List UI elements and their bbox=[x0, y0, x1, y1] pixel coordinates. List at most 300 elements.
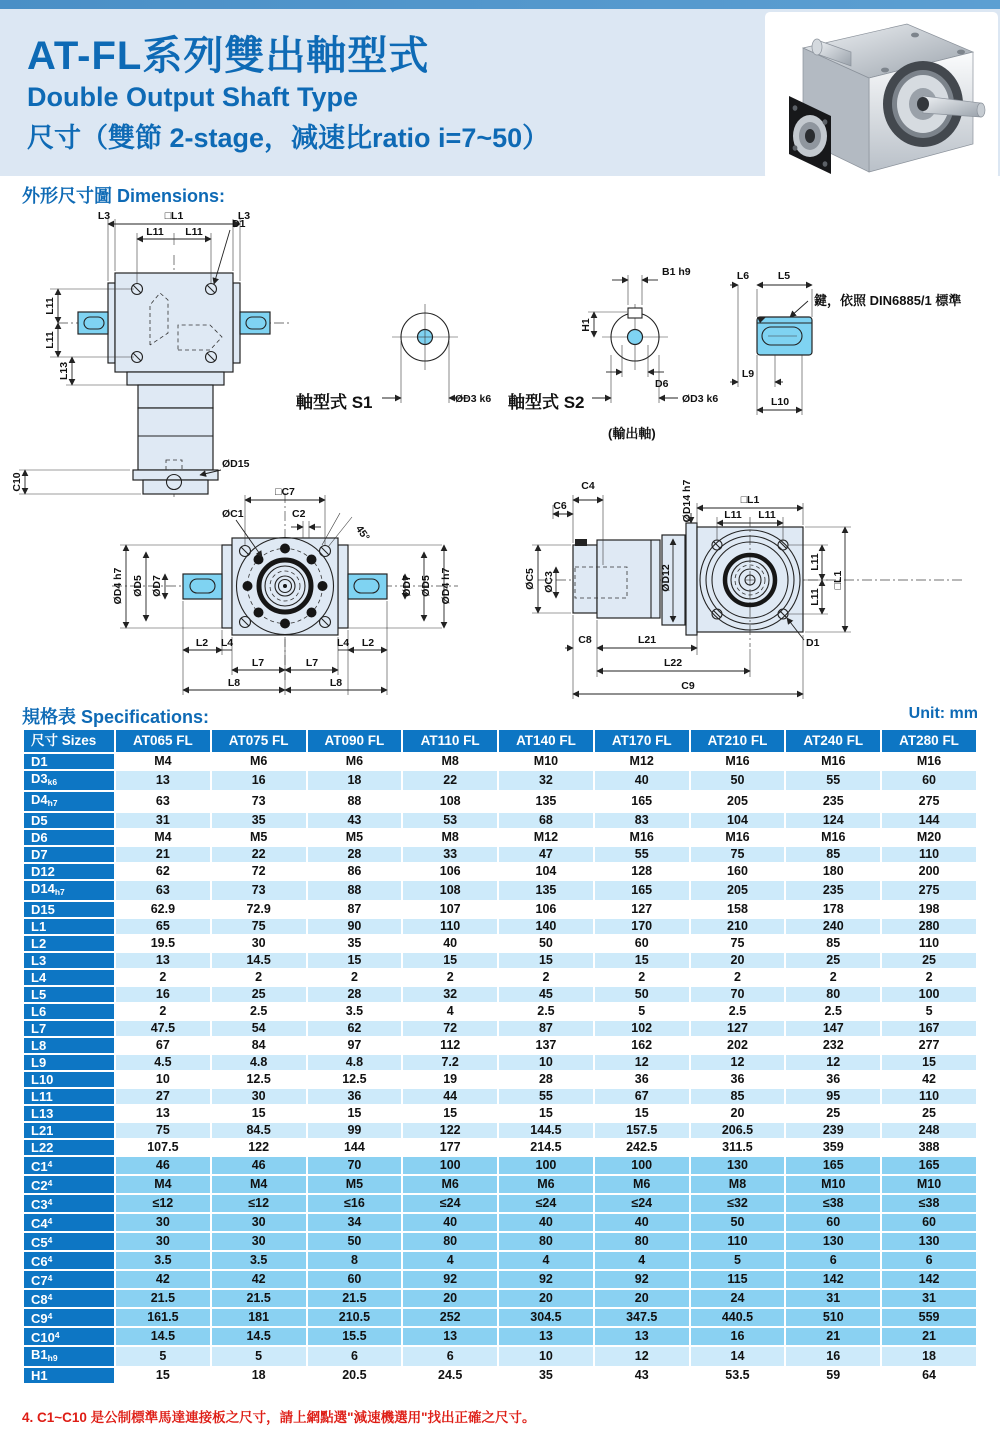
dim-label: ØD14 h7 bbox=[681, 479, 693, 523]
spec-cell: 70 bbox=[690, 986, 786, 1003]
spec-cell: 30 bbox=[211, 1232, 307, 1251]
spec-cell: 14.5 bbox=[211, 1327, 307, 1346]
spec-cell: 16 bbox=[690, 1327, 786, 1346]
spec-cell: 13 bbox=[594, 1327, 690, 1346]
spec-cell: ≤38 bbox=[785, 1194, 881, 1213]
spec-cell: M12 bbox=[498, 829, 594, 846]
spec-cell: 248 bbox=[881, 1122, 977, 1139]
spec-cell: 240 bbox=[785, 918, 881, 935]
spec-cell: 5 bbox=[115, 1346, 211, 1367]
spec-cell: 40 bbox=[498, 1213, 594, 1232]
dim-label: C2 bbox=[292, 508, 306, 520]
product-photo bbox=[765, 12, 998, 180]
spec-cell: 2 bbox=[115, 1003, 211, 1020]
spec-cell: 59 bbox=[785, 1367, 881, 1384]
spec-cell: 75 bbox=[115, 1122, 211, 1139]
spec-cell: M16 bbox=[785, 829, 881, 846]
spec-cell: 275 bbox=[881, 791, 977, 812]
spec-cell: 112 bbox=[402, 1037, 498, 1054]
spec-cell: 47.5 bbox=[115, 1020, 211, 1037]
spec-cell: 35 bbox=[307, 935, 403, 952]
spec-cell: 440.5 bbox=[690, 1308, 786, 1327]
spec-cell: 21 bbox=[115, 846, 211, 863]
spec-cell: 31 bbox=[115, 812, 211, 829]
spec-cell: 559 bbox=[881, 1308, 977, 1327]
spec-cell: 16 bbox=[115, 986, 211, 1003]
spec-cell: 110 bbox=[881, 1088, 977, 1105]
output-shaft-note: (輸出軸) bbox=[608, 426, 656, 441]
row-label: $C7^4$ bbox=[23, 1270, 115, 1289]
dim-label: L21 bbox=[637, 634, 657, 646]
row-label: L8 bbox=[23, 1037, 115, 1054]
spec-cell: 165 bbox=[881, 1156, 977, 1175]
spec-cell: 20 bbox=[690, 1105, 786, 1122]
row-label: $C10^4$ bbox=[23, 1327, 115, 1346]
dim-label: ØD3 k6 bbox=[455, 393, 492, 405]
spec-cell: 64 bbox=[881, 1367, 977, 1384]
spec-cell: 135 bbox=[498, 880, 594, 901]
row-label: $C3^4$ bbox=[23, 1194, 115, 1213]
row-label: $B1_{h9}$ bbox=[23, 1346, 115, 1367]
spec-cell: M6 bbox=[211, 753, 307, 770]
spec-cell: M6 bbox=[402, 1175, 498, 1194]
page-title: AT-FL系列雙出軸型式 bbox=[27, 34, 430, 78]
spec-cell: 137 bbox=[498, 1037, 594, 1054]
spec-cell: 122 bbox=[211, 1139, 307, 1156]
spec-cell: 140 bbox=[498, 918, 594, 935]
spec-cell: 84.5 bbox=[211, 1122, 307, 1139]
footnote: 4. C1~C10 是公制標準馬達連接板之尺寸，請上網點選"減速機選用"找出正確之尺寸。 bbox=[22, 1410, 536, 1425]
spec-cell: M16 bbox=[594, 829, 690, 846]
spec-cell: 347.5 bbox=[594, 1308, 690, 1327]
table-row bbox=[23, 969, 977, 986]
spec-cell: 280 bbox=[881, 918, 977, 935]
spec-cell: 144 bbox=[307, 1139, 403, 1156]
spec-cell: 30 bbox=[211, 1213, 307, 1232]
spec-cell: 2 bbox=[881, 969, 977, 986]
spec-cell: 15 bbox=[211, 1105, 307, 1122]
spec-cell: 33 bbox=[402, 846, 498, 863]
spec-cell: 28 bbox=[307, 846, 403, 863]
spec-cell: M10 bbox=[785, 1175, 881, 1194]
spec-cell: 14.5 bbox=[211, 952, 307, 969]
dim-label: ØD5 bbox=[132, 575, 144, 597]
model-column-header: AT065 FL bbox=[115, 729, 211, 753]
spec-cell: 21 bbox=[785, 1327, 881, 1346]
spec-cell: 60 bbox=[785, 1213, 881, 1232]
spec-cell: 10 bbox=[115, 1071, 211, 1088]
gearbox-render-image bbox=[765, 12, 998, 180]
row-label: $C2^4$ bbox=[23, 1175, 115, 1194]
row-label: L1 bbox=[23, 918, 115, 935]
spec-cell: 142 bbox=[881, 1270, 977, 1289]
spec-cell: 18 bbox=[307, 770, 403, 791]
spec-cell: M4 bbox=[115, 753, 211, 770]
row-label: D6 bbox=[23, 829, 115, 846]
spec-cell: M4 bbox=[115, 829, 211, 846]
spec-cell: 235 bbox=[785, 791, 881, 812]
spec-cell: M10 bbox=[881, 1175, 977, 1194]
spec-cell: 210.5 bbox=[307, 1308, 403, 1327]
spec-cell: 110 bbox=[881, 935, 977, 952]
spec-cell: 95 bbox=[785, 1088, 881, 1105]
dim-label: ØD4 h7 bbox=[112, 567, 124, 605]
dim-label: H1 bbox=[580, 318, 592, 332]
table-row bbox=[23, 1156, 977, 1175]
dim-label: □C7 bbox=[275, 486, 295, 498]
spec-cell: 15 bbox=[498, 952, 594, 969]
spec-cell: 45 bbox=[498, 986, 594, 1003]
spec-cell: 80 bbox=[498, 1232, 594, 1251]
spec-cell: 102 bbox=[594, 1020, 690, 1037]
spec-cell: 24.5 bbox=[402, 1367, 498, 1384]
dim-label: L11 bbox=[44, 331, 56, 349]
spec-cell: 108 bbox=[402, 880, 498, 901]
sizes-column-header: 尺寸 Sizes bbox=[23, 729, 115, 753]
spec-cell: M6 bbox=[498, 1175, 594, 1194]
spec-cell: 130 bbox=[690, 1156, 786, 1175]
spec-cell: 50 bbox=[690, 770, 786, 791]
dimension-drawings bbox=[0, 205, 1000, 705]
spec-cell: 16 bbox=[211, 770, 307, 791]
spec-cell: 177 bbox=[402, 1139, 498, 1156]
spec-cell: 27 bbox=[115, 1088, 211, 1105]
spec-cell: 73 bbox=[211, 791, 307, 812]
spec-cell: 2.5 bbox=[498, 1003, 594, 1020]
spec-cell: 60 bbox=[881, 1213, 977, 1232]
spec-cell: 43 bbox=[307, 812, 403, 829]
spec-cell: M5 bbox=[307, 829, 403, 846]
spec-cell: 15 bbox=[307, 1105, 403, 1122]
unit-label: Unit: mm bbox=[908, 705, 978, 722]
spec-cell: 30 bbox=[115, 1232, 211, 1251]
spec-cell: 15 bbox=[594, 952, 690, 969]
spec-cell: 35 bbox=[211, 812, 307, 829]
spec-cell: 198 bbox=[881, 901, 977, 918]
table-row bbox=[23, 1175, 977, 1194]
dim-label: ØD7 bbox=[401, 575, 413, 597]
spec-cell: 13 bbox=[402, 1327, 498, 1346]
table-header-row bbox=[23, 729, 977, 753]
spec-cell: 110 bbox=[690, 1232, 786, 1251]
subtitle-zh: 尺寸（雙節 2-stage，减速比ratio i=7~50） bbox=[27, 123, 550, 153]
spec-cell: 75 bbox=[690, 846, 786, 863]
spec-cell: 86 bbox=[307, 863, 403, 880]
spec-cell: M6 bbox=[307, 753, 403, 770]
spec-cell: 4.8 bbox=[211, 1054, 307, 1071]
spec-cell: M16 bbox=[690, 829, 786, 846]
spec-cell: 10 bbox=[498, 1054, 594, 1071]
spec-cell: 170 bbox=[594, 918, 690, 935]
model-column-header: AT280 FL bbox=[881, 729, 977, 753]
spec-cell: 127 bbox=[594, 901, 690, 918]
table-row bbox=[23, 952, 977, 969]
table-row bbox=[23, 1122, 977, 1139]
spec-cell: 42 bbox=[881, 1071, 977, 1088]
spec-cell: 75 bbox=[690, 935, 786, 952]
spec-cell: 14 bbox=[690, 1346, 786, 1367]
dim-label: L13 bbox=[58, 361, 70, 381]
spec-cell: 32 bbox=[498, 770, 594, 791]
table-row bbox=[23, 791, 977, 812]
row-label: $C6^4$ bbox=[23, 1251, 115, 1270]
spec-cell: 88 bbox=[307, 791, 403, 812]
row-label: $D3_{k6}$ bbox=[23, 770, 115, 791]
spec-cell: 110 bbox=[881, 846, 977, 863]
table-row bbox=[23, 829, 977, 846]
spec-cell: 72.9 bbox=[211, 901, 307, 918]
row-label: $C8^4$ bbox=[23, 1289, 115, 1308]
table-row bbox=[23, 1054, 977, 1071]
spec-cell: 158 bbox=[690, 901, 786, 918]
table-row bbox=[23, 1367, 977, 1384]
table-row bbox=[23, 1251, 977, 1270]
spec-cell: 181 bbox=[211, 1308, 307, 1327]
spec-cell: 100 bbox=[594, 1156, 690, 1175]
dim-label: L2 bbox=[195, 637, 209, 649]
spec-cell: ≤12 bbox=[211, 1194, 307, 1213]
dim-label: ØD15 bbox=[222, 458, 250, 470]
spec-cell: 252 bbox=[402, 1308, 498, 1327]
spec-cell: 24 bbox=[690, 1289, 786, 1308]
spec-cell: 62.9 bbox=[115, 901, 211, 918]
dim-label: ØD7 bbox=[151, 575, 163, 597]
spec-cell: 18 bbox=[211, 1367, 307, 1384]
spec-cell: 25 bbox=[881, 1105, 977, 1122]
row-label: $C5^4$ bbox=[23, 1232, 115, 1251]
spec-cell: 55 bbox=[594, 846, 690, 863]
table-row bbox=[23, 1327, 977, 1346]
dim-label: 45° bbox=[352, 523, 372, 544]
spec-cell: 60 bbox=[881, 770, 977, 791]
table-row bbox=[23, 1232, 977, 1251]
table-row bbox=[23, 770, 977, 791]
table-row bbox=[23, 1270, 977, 1289]
dim-label: □L1 bbox=[832, 570, 844, 590]
spec-cell: 97 bbox=[307, 1037, 403, 1054]
spec-cell: 19.5 bbox=[115, 935, 211, 952]
spec-cell: 106 bbox=[498, 901, 594, 918]
spec-cell: 31 bbox=[785, 1289, 881, 1308]
spec-cell: 30 bbox=[211, 935, 307, 952]
spec-cell: 20.5 bbox=[307, 1367, 403, 1384]
table-row bbox=[23, 1037, 977, 1054]
spec-cell: 32 bbox=[402, 986, 498, 1003]
spec-cell: M8 bbox=[402, 753, 498, 770]
spec-cell: 25 bbox=[785, 1105, 881, 1122]
spec-cell: 87 bbox=[307, 901, 403, 918]
table-row bbox=[23, 1308, 977, 1327]
spec-cell: 14.5 bbox=[115, 1327, 211, 1346]
dim-label: L11 bbox=[44, 297, 56, 315]
row-label: L13 bbox=[23, 1105, 115, 1122]
spec-cell: 4 bbox=[498, 1251, 594, 1270]
spec-cell: 4.8 bbox=[307, 1054, 403, 1071]
model-column-header: AT075 FL bbox=[211, 729, 307, 753]
spec-cell: 62 bbox=[115, 863, 211, 880]
spec-cell: 202 bbox=[690, 1037, 786, 1054]
spec-cell: 20 bbox=[498, 1289, 594, 1308]
spec-cell: 359 bbox=[785, 1139, 881, 1156]
spec-cell: 46 bbox=[211, 1156, 307, 1175]
spec-cell: 2.5 bbox=[690, 1003, 786, 1020]
dim-label: L3 bbox=[237, 210, 251, 222]
spec-cell: 4.5 bbox=[115, 1054, 211, 1071]
spec-cell: 388 bbox=[881, 1139, 977, 1156]
spec-cell: 10 bbox=[498, 1346, 594, 1367]
dim-label: ØD5 bbox=[420, 575, 432, 597]
row-label: $C9^4$ bbox=[23, 1308, 115, 1327]
dim-label: L9 bbox=[741, 368, 755, 380]
dim-label: L11 bbox=[809, 588, 821, 606]
spec-cell: 50 bbox=[594, 986, 690, 1003]
dim-label: L11 bbox=[758, 509, 776, 521]
spec-cell: 6 bbox=[307, 1346, 403, 1367]
spec-cell: 85 bbox=[785, 935, 881, 952]
dim-label: ØD4 h7 bbox=[440, 567, 452, 605]
spec-cell: 34 bbox=[307, 1213, 403, 1232]
table-row bbox=[23, 1003, 977, 1020]
spec-cell: 62 bbox=[307, 1020, 403, 1037]
spec-cell: 6 bbox=[402, 1346, 498, 1367]
spec-cell: 3.5 bbox=[115, 1251, 211, 1270]
table-row bbox=[23, 846, 977, 863]
spec-cell: 22 bbox=[211, 846, 307, 863]
spec-cell: 42 bbox=[115, 1270, 211, 1289]
spec-cell: 63 bbox=[115, 880, 211, 901]
spec-cell: 25 bbox=[785, 952, 881, 969]
spec-cell: 180 bbox=[785, 863, 881, 880]
spec-cell: 15 bbox=[307, 952, 403, 969]
spec-cell: 55 bbox=[785, 770, 881, 791]
spec-cell: 311.5 bbox=[690, 1139, 786, 1156]
spec-cell: 2 bbox=[307, 969, 403, 986]
spec-cell: 5 bbox=[211, 1346, 307, 1367]
row-label: $D4_{h7}$ bbox=[23, 791, 115, 812]
dim-label: ØC5 bbox=[524, 568, 536, 590]
row-label: L6 bbox=[23, 1003, 115, 1020]
spec-cell: 80 bbox=[402, 1232, 498, 1251]
spec-cell: 36 bbox=[690, 1071, 786, 1088]
spec-cell: 92 bbox=[402, 1270, 498, 1289]
spec-cell: 83 bbox=[594, 812, 690, 829]
spec-cell: 214.5 bbox=[498, 1139, 594, 1156]
spec-cell: 84 bbox=[211, 1037, 307, 1054]
spec-cell: 3.5 bbox=[211, 1251, 307, 1270]
spec-cell: 65 bbox=[115, 918, 211, 935]
spec-cell: 15 bbox=[594, 1105, 690, 1122]
spec-cell: 130 bbox=[881, 1232, 977, 1251]
dim-label: L10 bbox=[770, 396, 790, 408]
row-label: $C4^4$ bbox=[23, 1213, 115, 1232]
dim-label: D1 bbox=[232, 218, 246, 230]
table-row bbox=[23, 1105, 977, 1122]
dim-label: C6 bbox=[553, 500, 567, 512]
spec-cell: 20 bbox=[690, 952, 786, 969]
spec-cell: 108 bbox=[402, 791, 498, 812]
spec-cell: 12.5 bbox=[211, 1071, 307, 1088]
spec-cell: 162 bbox=[594, 1037, 690, 1054]
spec-cell: 46 bbox=[115, 1156, 211, 1175]
row-label: L5 bbox=[23, 986, 115, 1003]
spec-cell: M16 bbox=[785, 753, 881, 770]
drawing-shaft-s2 bbox=[508, 266, 718, 441]
dim-label: C9 bbox=[681, 680, 695, 692]
spec-cell: 21.5 bbox=[307, 1289, 403, 1308]
spec-cell: 20 bbox=[402, 1289, 498, 1308]
spec-cell: 135 bbox=[498, 791, 594, 812]
spec-cell: 50 bbox=[307, 1232, 403, 1251]
spec-cell: 8 bbox=[307, 1251, 403, 1270]
spec-cell: 6 bbox=[881, 1251, 977, 1270]
table-row bbox=[23, 1088, 977, 1105]
spec-cell: M8 bbox=[402, 829, 498, 846]
spec-cell: 20 bbox=[594, 1289, 690, 1308]
dim-label: L7 bbox=[305, 657, 319, 669]
spec-cell: 50 bbox=[498, 935, 594, 952]
drawing-side-view bbox=[524, 480, 965, 699]
spec-cell: 12 bbox=[594, 1346, 690, 1367]
spec-cell: 15 bbox=[498, 1105, 594, 1122]
model-column-header: AT140 FL bbox=[498, 729, 594, 753]
spec-cell: 107.5 bbox=[115, 1139, 211, 1156]
spec-cell: 2.5 bbox=[785, 1003, 881, 1020]
spec-cell: 73 bbox=[211, 880, 307, 901]
dim-label: L7 bbox=[251, 657, 265, 669]
dim-label: L8 bbox=[227, 677, 241, 689]
shaft-s2-title: 軸型式 S2 bbox=[508, 393, 585, 412]
spec-cell: 92 bbox=[594, 1270, 690, 1289]
dim-label: L22 bbox=[663, 657, 683, 669]
table-row bbox=[23, 1289, 977, 1308]
spec-cell: 15 bbox=[115, 1367, 211, 1384]
spec-cell: 107 bbox=[402, 901, 498, 918]
spec-cell: M6 bbox=[594, 1175, 690, 1194]
spec-cell: 2 bbox=[498, 969, 594, 986]
spec-cell: 55 bbox=[498, 1088, 594, 1105]
spec-cell: 115 bbox=[690, 1270, 786, 1289]
model-column-header: AT110 FL bbox=[402, 729, 498, 753]
spec-cell: 75 bbox=[211, 918, 307, 935]
spec-cell: 127 bbox=[690, 1020, 786, 1037]
row-label: L11 bbox=[23, 1088, 115, 1105]
spec-cell: 40 bbox=[594, 1213, 690, 1232]
dim-label: C10 bbox=[11, 472, 23, 492]
spec-cell: 205 bbox=[690, 791, 786, 812]
spec-cell: 242.5 bbox=[594, 1139, 690, 1156]
model-column-header: AT170 FL bbox=[594, 729, 690, 753]
dim-label: C8 bbox=[578, 634, 592, 646]
table-row bbox=[23, 1139, 977, 1156]
spec-cell: 13 bbox=[498, 1327, 594, 1346]
spec-cell: 40 bbox=[594, 770, 690, 791]
model-column-header: AT210 FL bbox=[690, 729, 786, 753]
table-row bbox=[23, 1346, 977, 1367]
table-row bbox=[23, 880, 977, 901]
spec-cell: 210 bbox=[690, 918, 786, 935]
spec-cell: 239 bbox=[785, 1122, 881, 1139]
spec-cell: 47 bbox=[498, 846, 594, 863]
row-label: $D14_{h7}$ bbox=[23, 880, 115, 901]
drawing-flange-view bbox=[112, 486, 458, 695]
spec-cell: 21.5 bbox=[115, 1289, 211, 1308]
spec-cell: 85 bbox=[785, 846, 881, 863]
spec-cell: M4 bbox=[115, 1175, 211, 1194]
row-label: D5 bbox=[23, 812, 115, 829]
spec-cell: 53 bbox=[402, 812, 498, 829]
spec-cell: 28 bbox=[307, 986, 403, 1003]
spec-cell: 510 bbox=[785, 1308, 881, 1327]
